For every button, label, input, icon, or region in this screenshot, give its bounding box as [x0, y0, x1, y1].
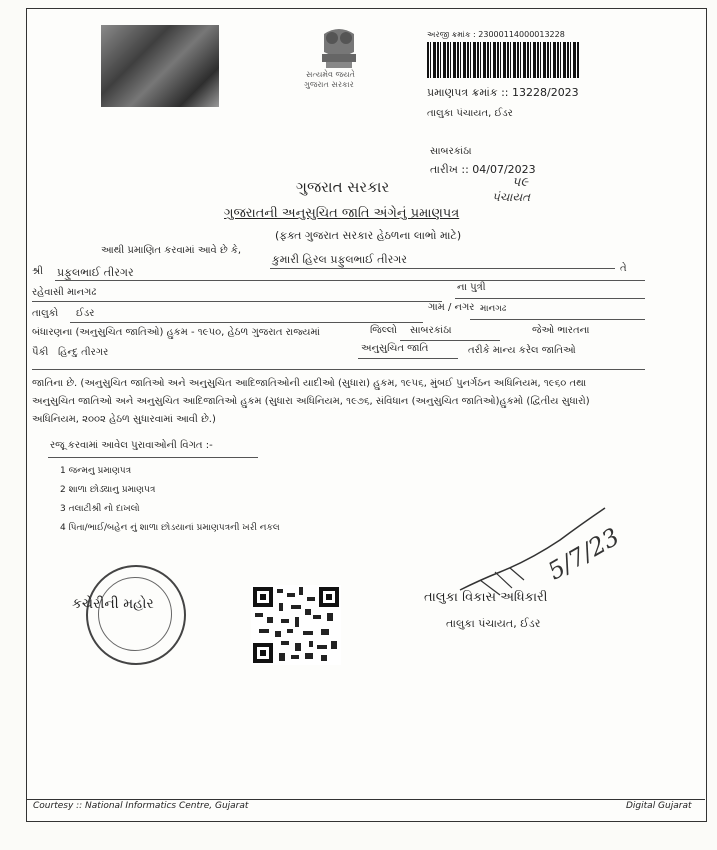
- gam-nagar-label: ગામ / નગર: [428, 302, 475, 313]
- peta-label: પૈકી: [32, 347, 49, 358]
- document-item: 2 શાળા છોડ્યાનુ પ્રમાણપત્ર: [60, 485, 156, 495]
- paragraph-line-3: અધિનિયમ, ૨૦૦૨ હેઠળ સુધારવામાં આવી છે.): [32, 414, 216, 425]
- jillo-label: જિલ્લો: [370, 325, 397, 336]
- barcode: [427, 42, 580, 78]
- father-underline: [55, 280, 645, 281]
- footer-right: Digital Gujarat: [626, 801, 692, 811]
- village-value: માનગઢ: [480, 304, 507, 314]
- district: સાબરકાંઠા: [430, 146, 472, 157]
- emblem-caption-2: ગુજરાત સરકાર: [304, 80, 354, 89]
- officer-office: તાલુકા પંચાયત, ઈડર: [446, 617, 541, 630]
- caste-category: અનુસુચિત જાતિ: [361, 343, 429, 354]
- certify-line: આથી પ્રમાણિત કરવામાં આવે છે કે,: [101, 245, 242, 256]
- caste-underline: [32, 369, 645, 370]
- te-label: તે: [620, 263, 627, 274]
- taluka-office: તાલુકા પંચાયત, ઈડર: [427, 108, 513, 119]
- paragraph-line-1: જાતિના છે. (અનુસુચિત જાતિઓ અને અનુસુચિત આદિજાતિઓની યાદીઓ (સુધારા) હુકમ, ૧૯૫૬, મુંબઈ પુનર્ગઠન અધિનિયમ, ૧૯૬૦ તથા: [32, 378, 587, 389]
- handwritten-note: પ૯: [512, 175, 529, 190]
- applicant-photo: [101, 25, 219, 107]
- name-underline: [270, 268, 615, 269]
- emblem-caption-1: સત્યમેવ જયતે: [306, 70, 355, 79]
- caste-value: હિન્દુ તીરગર: [58, 347, 109, 358]
- taluka-value: ઈડર: [76, 308, 95, 319]
- certificate-subtitle: (ફક્ત ગુજરાત સરકાર હેઠળના લાભો માટે): [275, 229, 462, 242]
- document-item: 3 તલાટીશ્રી નો દાખલો: [60, 504, 140, 514]
- putri-underline: [455, 298, 645, 299]
- na-putri: ના પુત્રી: [457, 282, 486, 293]
- recognized-label: તરીકે માન્ય કરેલ જાતિઓ: [468, 345, 576, 356]
- document-item: 1 જન્મનુ પ્રમાણપત્ર: [60, 466, 132, 476]
- jillo-value: સાબરકાંઠા: [410, 325, 452, 336]
- certificate-title: ગુજરાતની અનુસુચિત જાતિ અંગેનું પ્રમાણપત્ર: [224, 206, 460, 221]
- taluka-underline: [70, 322, 423, 323]
- applicant-name: કુમારી હિરલ પ્રફુલભાઈ તીરગર: [272, 253, 407, 266]
- resident-underline: [32, 301, 442, 302]
- documents-heading-underline: [48, 457, 258, 458]
- constitution-line: બંધારણના (અનુસુચિત જાતિઓ) હુકમ - ૧૯૫૦, હેઠળ ગુજરાત રાજ્યમાં: [32, 327, 320, 338]
- document-item: 4 પિતા/ભાઈ/બહેન નું શાળા છોડયાનાં પ્રમાણપત્રની ખરી નકલ: [60, 523, 280, 533]
- qr-code: [251, 585, 341, 665]
- seal-label: કચેરીની મહોર: [72, 596, 154, 612]
- paragraph-line-2: અનુસુચિત જાતિઓ અને અનુસુચિત આદિજાતિઓ હુકમ (સુધારા અધિનિયમ, ૧૯૭૬, સંવિધાન (અનુસુચિત જાતિઓ)હુકમો (દ્વિતીય સુધારો): [32, 396, 590, 407]
- taluka-label: તાલુકો: [32, 308, 59, 319]
- handwritten-note-2: પંચાયત: [492, 190, 531, 204]
- documents-heading: રજૂ કરવામાં આવેલ પુરાવાઓની વિગત :-: [50, 440, 213, 451]
- jillo-underline: [400, 340, 500, 341]
- government-title: ગુજરાત સરકાર: [296, 178, 390, 196]
- je-bharat-label: જેઓ ભારતના: [532, 325, 590, 336]
- certificate-number: પ્રમાણપત્ર ક્રમાંક :: 13228/2023: [427, 86, 579, 99]
- issue-date: તારીખ :: 04/07/2023: [430, 163, 536, 176]
- resident-label: રહેવાસી માનગઢ: [32, 287, 97, 298]
- officer-title: તાલુકા વિકાસ અધિકારી: [424, 590, 548, 605]
- application-number: અરજી ક્રમાંક : 23000114000013228: [427, 30, 565, 39]
- footer-left: Courtesy :: National Informatics Centre, Gujarat: [33, 801, 249, 811]
- village-underline: [470, 319, 645, 320]
- category-underline: [358, 358, 458, 359]
- handwritten-date: 5/7/23: [543, 522, 625, 586]
- father-name: પ્રફુલભાઈ તીરગર: [57, 266, 134, 279]
- office-seal-inner: [98, 577, 172, 651]
- shri-label: શ્રી: [32, 266, 44, 277]
